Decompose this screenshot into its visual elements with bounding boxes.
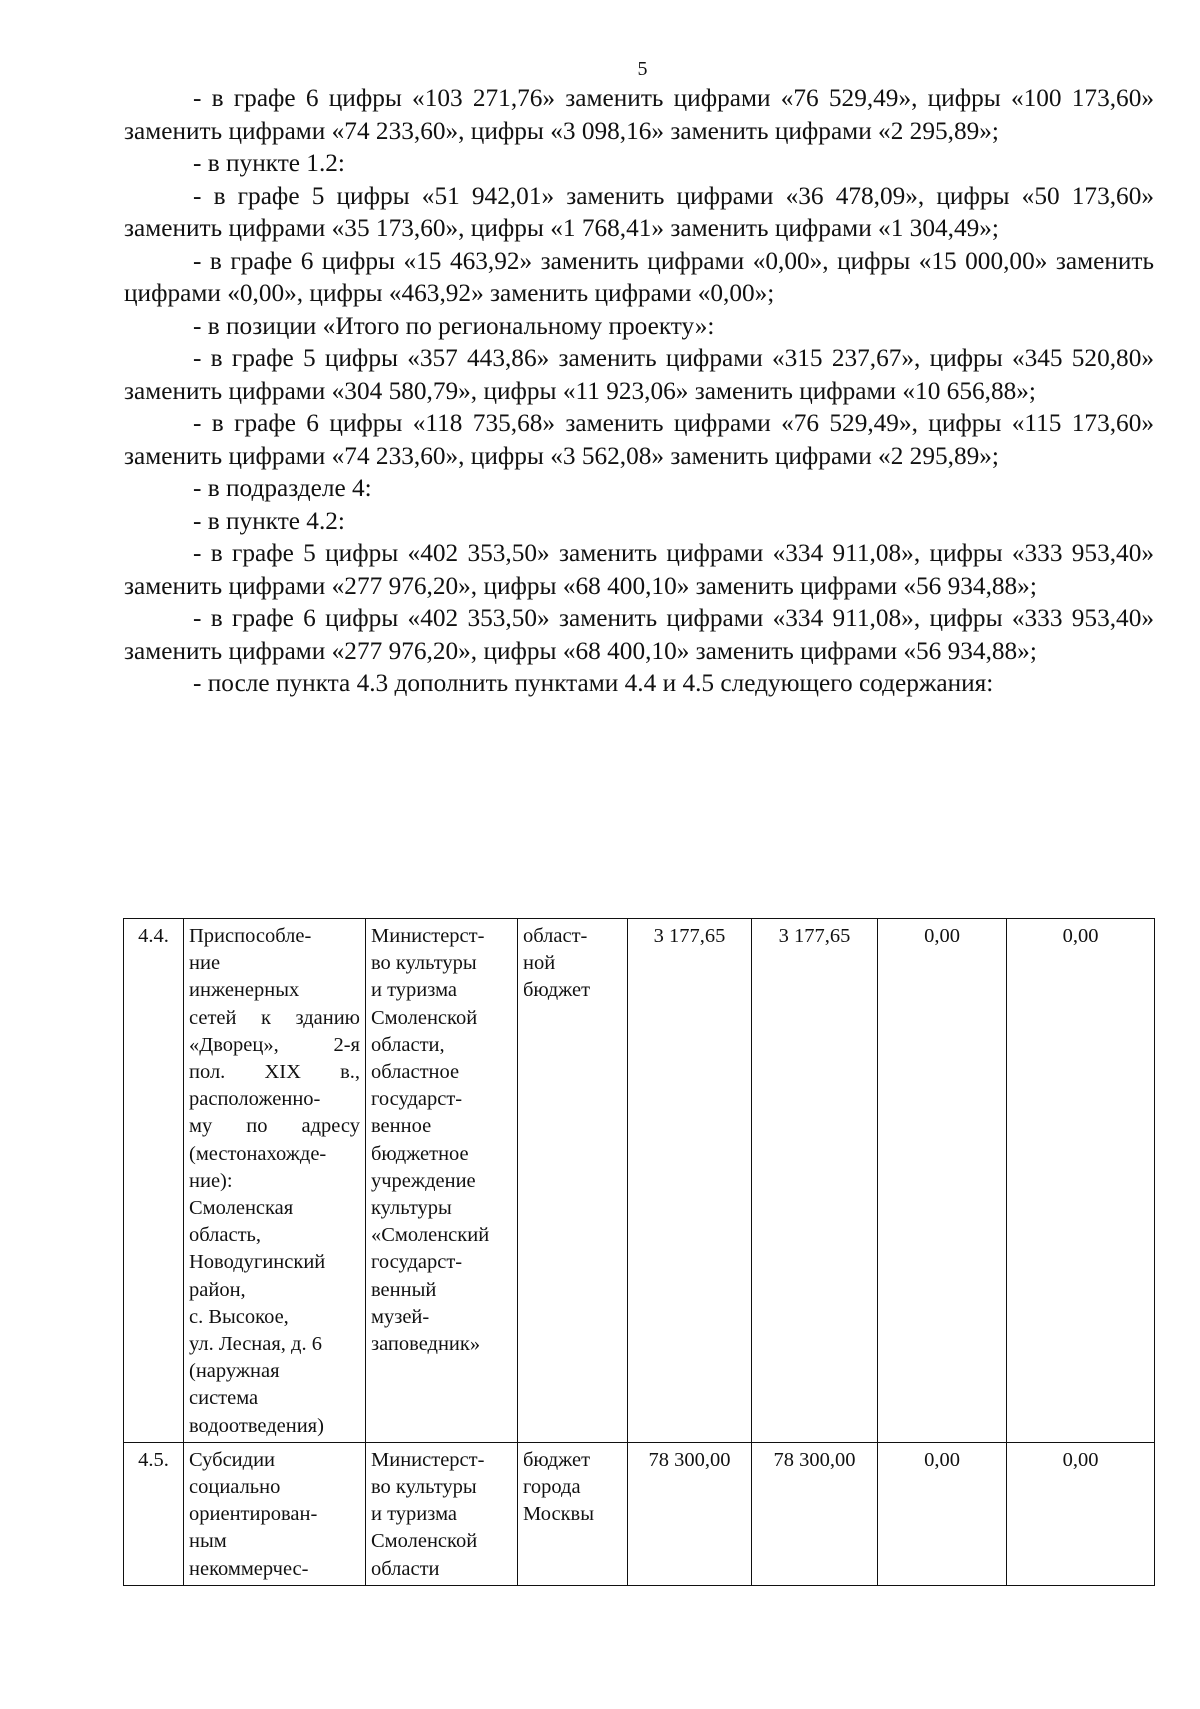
row-number: 4.5. — [124, 1442, 184, 1585]
paragraph: - в позиции «Итого по региональному проекту»: — [193, 311, 715, 340]
paragraph: - в графе 6 цифры «402 353,50» заменить цифрами «334 911,08», цифры «333 953,40» заменить цифрами «277 976,20», цифры «68 400,10» заменить цифрами «56 934,88»; — [124, 604, 1154, 665]
year1-amount: 78 300,00 — [752, 1442, 878, 1585]
paragraph: - в графе 5 цифры «357 443,86» заменить цифрами «315 237,67», цифры «345 520,80» заменить цифрами «304 580,79», цифры «11 923,06» заменить цифрами «10 656,88»; — [124, 344, 1154, 405]
paragraph: - в графе 5 цифры «402 353,50» заменить цифрами «334 911,08», цифры «333 953,40» заменить цифрами «277 976,20», цифры «68 400,10» заменить цифрами «56 934,88»; — [124, 539, 1154, 600]
table-row — [124, 919, 1155, 1443]
paragraph: - в графе 6 цифры «15 463,92» заменить цифрами «0,00», цифры «15 000,00» заменить цифрами «0,00», цифры «463,92» заменить цифрами «0,00»; — [124, 246, 1154, 307]
executor: Министерст- во культуры и туризма Смоленской области — [366, 1442, 518, 1585]
paragraph: - в графе 6 цифры «118 735,68» заменить цифрами «76 529,49», цифры «115 173,60» заменить цифрами «74 233,60», цифры «3 562,08» заменить цифрами «2 295,89»; — [124, 409, 1154, 470]
year2-amount: 0,00 — [878, 919, 1007, 1443]
document-body — [124, 82, 1154, 700]
year3-amount: 0,00 — [1007, 1442, 1155, 1585]
year1-amount: 3 177,65 — [752, 919, 878, 1443]
page-number: 5 — [637, 58, 648, 80]
total-amount: 3 177,65 — [628, 919, 752, 1443]
paragraph: - в пункте 4.2: — [193, 506, 345, 535]
year2-amount: 0,00 — [878, 1442, 1007, 1585]
executor: Министерст- во культуры и туризма Смоленской области, областное государст- венное бюджетное учреждение культуры «Смоленский государст- венный музей- заповедник» — [366, 919, 518, 1443]
paragraph: - в пункте 1.2: — [193, 149, 345, 177]
table-row — [124, 1442, 1155, 1585]
row-number: 4.4. — [124, 919, 184, 1443]
program-table — [123, 918, 1155, 1586]
paragraph: - в графе 6 цифры «103 271,76» заменить цифрами «76 529,49», цифры «100 173,60» заменить цифрами «74 233,60», цифры «3 098,16» заменить цифрами «2 295,89»; — [124, 84, 1154, 145]
year3-amount: 0,00 — [1007, 919, 1155, 1443]
funding-source: област- ной бюджет — [518, 919, 628, 1443]
total-amount: 78 300,00 — [628, 1442, 752, 1585]
measure-description: Субсидии социально ориентирован- ным некоммерчес- — [184, 1442, 366, 1585]
paragraph: - в подразделе 4: — [193, 474, 372, 502]
paragraph: - в графе 5 цифры «51 942,01» заменить цифрами «36 478,09», цифры «50 173,60» заменить цифрами «35 173,60», цифры «1 768,41» заменить цифрами «1 304,49»; — [124, 181, 1154, 242]
paragraph: - после пункта 4.3 дополнить пунктами 4.4 и 4.5 следующего содержания: — [193, 669, 994, 697]
funding-source: бюджет города Москвы — [518, 1442, 628, 1585]
measure-description: Приспособле- ние инженерных сетей к зданию «Дворец», 2-я пол. XIX в., расположенно- му по адресу (местонахожде- ние): Смоленская область, Новодугинский район, с. Высокое, ул. Лесная, д. 6 (наружная система водоотведения) — [184, 919, 366, 1443]
